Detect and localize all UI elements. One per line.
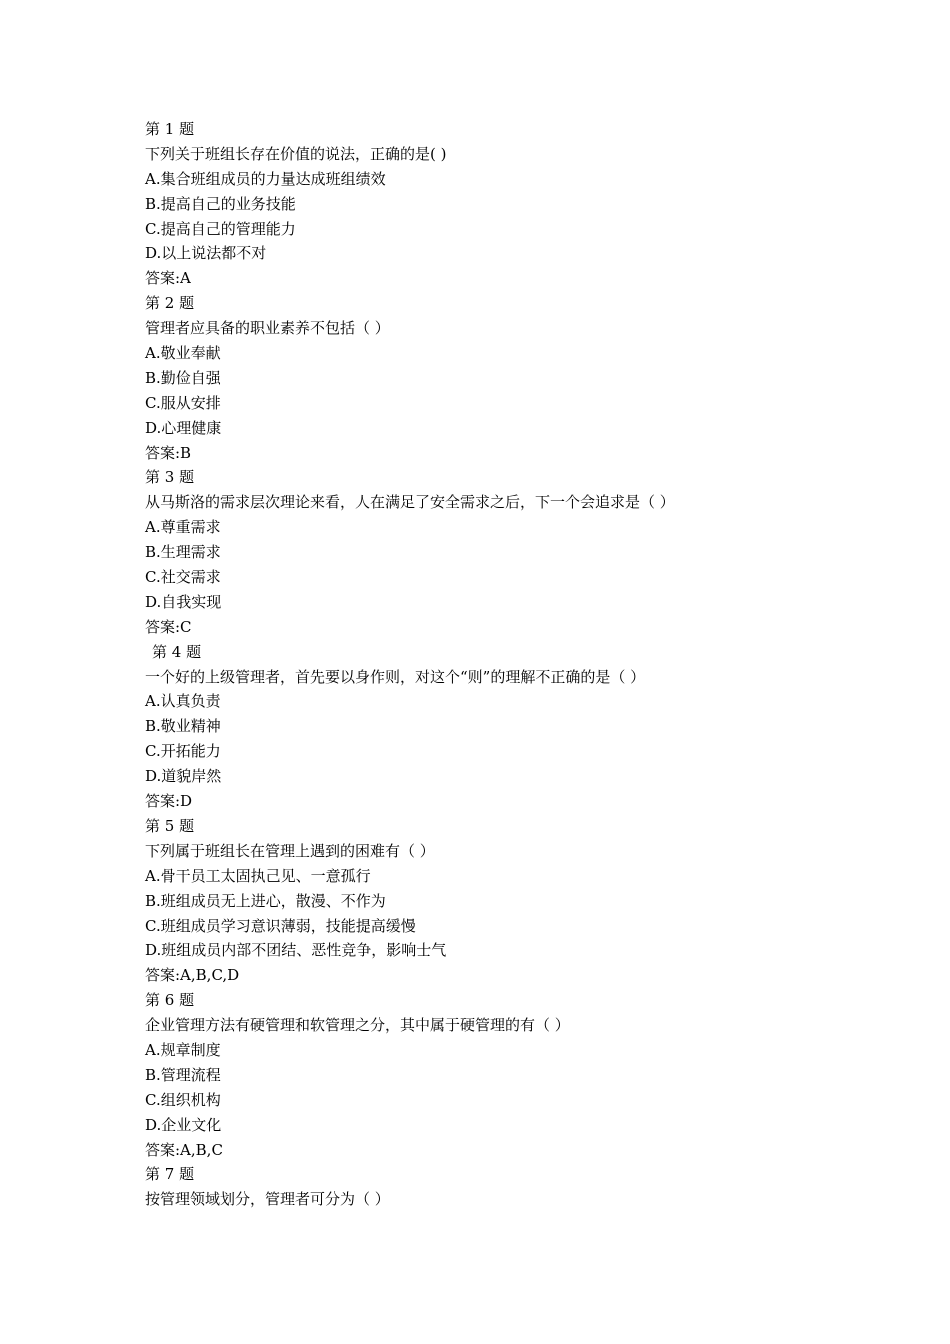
question-option: A.敬业奉献	[145, 344, 221, 363]
question-option: C.社交需求	[145, 568, 221, 587]
question-block	[145, 1162, 905, 1212]
question-option: A.骨干员工太固执己见、一意孤行	[145, 866, 371, 885]
document-body	[145, 117, 905, 1212]
question-option: C.组织机构	[145, 1090, 221, 1109]
question-option: B.提高自己的业务技能	[145, 194, 296, 213]
question-block	[145, 988, 905, 1162]
question-stem: 下列关于班组长存在价值的说法，正确的是( )	[145, 144, 447, 163]
question-heading: 第 5 题	[145, 816, 195, 835]
question-answer: 答案:D	[145, 792, 193, 811]
question-option: A.集合班组成员的力量达成班组绩效	[145, 169, 386, 188]
question-block	[145, 814, 905, 988]
question-option: B.班组成员无上进心，散漫、不作为	[145, 891, 386, 910]
question-option: D.道貌岸然	[145, 767, 222, 786]
question-option: D.班组成员内部不团结、恶性竞争，影响士气	[145, 941, 447, 960]
question-block	[145, 291, 905, 465]
question-heading: 第 3 题	[145, 468, 195, 487]
question-option: A.尊重需求	[145, 518, 221, 537]
question-block	[145, 117, 905, 291]
question-answer: 答案:C	[145, 617, 192, 636]
question-option: B.生理需求	[145, 543, 221, 562]
question-heading: 第 4 题	[152, 642, 202, 661]
question-option: C.班组成员学习意识薄弱，技能提高缓慢	[145, 916, 416, 935]
question-option: A.规章制度	[145, 1040, 221, 1059]
question-stem: 管理者应具备的职业素养不包括（ ）	[145, 319, 390, 338]
question-heading: 第 2 题	[145, 294, 195, 313]
question-option: D.企业文化	[145, 1115, 222, 1134]
question-heading: 第 1 题	[145, 120, 195, 138]
question-heading: 第 6 题	[145, 991, 195, 1010]
question-option: B.管理流程	[145, 1065, 221, 1084]
question-block	[145, 640, 905, 814]
question-stem: 下列属于班组长在管理上遇到的困难有（ ）	[145, 841, 435, 860]
question-answer: 答案:B	[145, 443, 192, 462]
question-answer: 答案:A,B,C,D	[145, 966, 240, 985]
question-option: B.敬业精神	[145, 717, 221, 736]
question-block	[145, 465, 905, 639]
question-option: C.提高自己的管理能力	[145, 219, 296, 238]
question-option: C.服从安排	[145, 393, 221, 412]
question-option: B.勤俭自强	[145, 368, 221, 387]
question-option: A.认真负责	[145, 692, 221, 711]
question-option: D.心理健康	[145, 418, 222, 437]
question-option: C.开拓能力	[145, 742, 221, 761]
question-heading: 第 7 题	[145, 1165, 195, 1184]
question-option: D.自我实现	[145, 592, 222, 611]
question-answer: 答案:A	[145, 269, 191, 288]
question-stem: 从马斯洛的需求层次理论来看，人在满足了安全需求之后，下一个会追求是（ ）	[145, 493, 675, 512]
question-option: D.以上说法都不对	[145, 244, 267, 263]
question-answer: 答案:A,B,C	[145, 1140, 223, 1159]
question-stem: 企业管理方法有硬管理和软管理之分，其中属于硬管理的有（ ）	[145, 1016, 570, 1035]
question-stem: 一个好的上级管理者，首先要以身作则，对这个“则”的理解不正确的是（ ）	[145, 667, 646, 686]
question-stem: 按管理领域划分，管理者可分为（ ）	[145, 1190, 390, 1209]
